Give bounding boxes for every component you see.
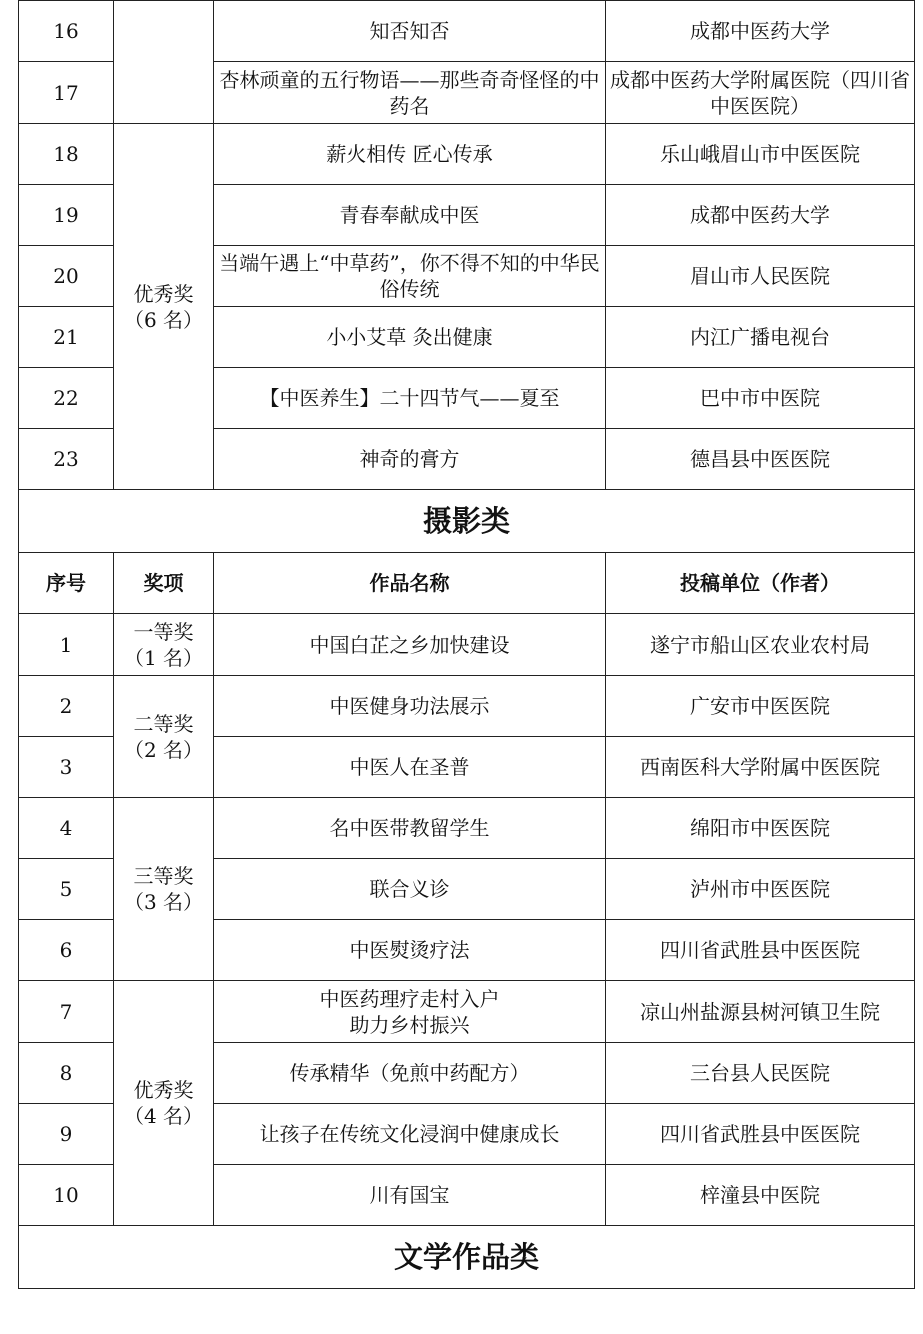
submitting-unit: 成都中医药大学附属医院（四川省中医医院） xyxy=(606,62,915,124)
section-header-photography xyxy=(19,490,915,553)
section-title: 摄影类 xyxy=(19,490,915,553)
submitting-unit: 梓潼县中医院 xyxy=(606,1165,915,1226)
row-number: 10 xyxy=(19,1165,114,1226)
work-title: 神奇的膏方 xyxy=(214,429,606,490)
award-cell-previous xyxy=(114,1,214,124)
award-third: 三等奖 （3 名） xyxy=(114,798,214,981)
submitting-unit: 四川省武胜县中医医院 xyxy=(606,920,915,981)
column-header-row xyxy=(19,553,915,614)
row-number: 9 xyxy=(19,1104,114,1165)
work-title: 中国白芷之乡加快建设 xyxy=(214,614,606,676)
table-row xyxy=(19,981,915,1043)
submitting-unit: 三台县人民医院 xyxy=(606,1043,915,1104)
work-title: 知否知否 xyxy=(214,1,606,62)
table-row xyxy=(19,124,915,185)
work-title: 联合义诊 xyxy=(214,859,606,920)
section-header-literature xyxy=(19,1226,915,1289)
award-first: 一等奖 （1 名） xyxy=(114,614,214,676)
column-header-title: 作品名称 xyxy=(214,553,606,614)
row-number: 3 xyxy=(19,737,114,798)
row-number: 21 xyxy=(19,307,114,368)
work-title: 中医熨烫疗法 xyxy=(214,920,606,981)
row-number: 6 xyxy=(19,920,114,981)
table-row xyxy=(19,614,915,676)
work-title: 传承精华（免煎中药配方） xyxy=(214,1043,606,1104)
work-title: 让孩子在传统文化浸润中健康成长 xyxy=(214,1104,606,1165)
work-title: 薪火相传 匠心传承 xyxy=(214,124,606,185)
work-title: 【中医养生】二十四节气——夏至 xyxy=(214,368,606,429)
submitting-unit: 内江广播电视台 xyxy=(606,307,915,368)
work-title: 青春奉献成中医 xyxy=(214,185,606,246)
column-header-award: 奖项 xyxy=(114,553,214,614)
row-number: 5 xyxy=(19,859,114,920)
table-row xyxy=(19,798,915,859)
submitting-unit: 绵阳市中医医院 xyxy=(606,798,915,859)
column-header-unit: 投稿单位（作者） xyxy=(606,553,915,614)
work-title: 当端午遇上“中草药”，你不得不知的中华民俗传统 xyxy=(214,246,606,307)
row-number: 1 xyxy=(19,614,114,676)
work-title: 中医健身功法展示 xyxy=(214,676,606,737)
row-number: 20 xyxy=(19,246,114,307)
submitting-unit: 乐山峨眉山市中医医院 xyxy=(606,124,915,185)
work-title: 杏林顽童的五行物语——那些奇奇怪怪的中药名 xyxy=(214,62,606,124)
submitting-unit: 西南医科大学附属中医医院 xyxy=(606,737,915,798)
work-title: 中医药理疗走村入户 助力乡村振兴 xyxy=(214,981,606,1043)
submitting-unit: 凉山州盐源县树河镇卫生院 xyxy=(606,981,915,1043)
submitting-unit: 成都中医药大学 xyxy=(606,185,915,246)
submitting-unit: 成都中医药大学 xyxy=(606,1,915,62)
row-number: 18 xyxy=(19,124,114,185)
award-excellent-4: 优秀奖 （4 名） xyxy=(114,981,214,1226)
section-title: 文学作品类 xyxy=(19,1226,915,1289)
work-title: 小小艾草 灸出健康 xyxy=(214,307,606,368)
award-excellent-6: 优秀奖 （6 名） xyxy=(114,124,214,490)
work-title: 中医人在圣普 xyxy=(214,737,606,798)
awards-table xyxy=(18,0,915,1289)
row-number: 16 xyxy=(19,1,114,62)
award-second: 二等奖 （2 名） xyxy=(114,676,214,798)
submitting-unit: 四川省武胜县中医医院 xyxy=(606,1104,915,1165)
submitting-unit: 泸州市中医医院 xyxy=(606,859,915,920)
submitting-unit: 广安市中医医院 xyxy=(606,676,915,737)
submitting-unit: 巴中市中医院 xyxy=(606,368,915,429)
row-number: 22 xyxy=(19,368,114,429)
row-number: 4 xyxy=(19,798,114,859)
column-header-number: 序号 xyxy=(19,553,114,614)
submitting-unit: 德昌县中医医院 xyxy=(606,429,915,490)
table-row xyxy=(19,1,915,62)
row-number: 19 xyxy=(19,185,114,246)
table-row xyxy=(19,676,915,737)
submitting-unit: 眉山市人民医院 xyxy=(606,246,915,307)
submitting-unit: 遂宁市船山区农业农村局 xyxy=(606,614,915,676)
work-title: 名中医带教留学生 xyxy=(214,798,606,859)
row-number: 17 xyxy=(19,62,114,124)
row-number: 8 xyxy=(19,1043,114,1104)
row-number: 7 xyxy=(19,981,114,1043)
row-number: 23 xyxy=(19,429,114,490)
row-number: 2 xyxy=(19,676,114,737)
work-title: 川有国宝 xyxy=(214,1165,606,1226)
